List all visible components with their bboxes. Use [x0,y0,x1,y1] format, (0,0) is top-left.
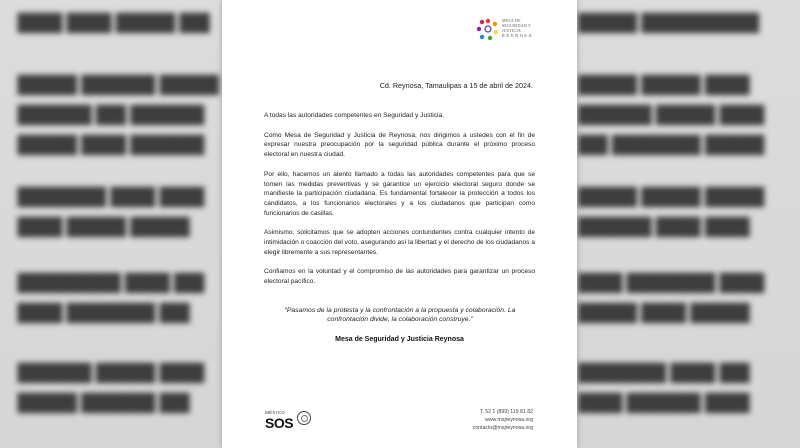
signature: Mesa de Seguridad y Justicia Reynosa [335,336,464,343]
blurred-background-left: ▇▇▇ ▇▇▇ ▇▇▇▇ ▇▇ ▇▇▇▇ ▇▇▇▇▇ ▇▇▇▇ ▇▇▇▇▇ ▇▇ ▇▇▇▇▇ ▇▇▇▇ ▇▇▇ ▇▇▇▇▇ ▇▇▇▇▇▇ ▇▇▇ ▇▇▇ ▇▇▇ ▇▇▇▇ ▇▇▇▇ ▇▇▇▇▇▇▇ ▇▇▇ ▇▇ ▇▇▇ ▇▇▇▇▇▇ ▇▇ ▇▇▇▇▇ ▇▇▇▇ ▇▇▇ ▇▇▇▇ ▇▇▇▇▇ ▇▇ [18,12,219,413]
letter-body [264,111,535,297]
contact-info [473,408,533,433]
paragraph-1: Como Mesa de Seguridad y Justicia de Reynosa, nos dirigimos a ustedes con el fin de expresar nuestra preocupación por la seguridad pública durante el próximo proceso electoral en nuestra ciudad. [264,131,535,159]
letter-page [222,0,577,448]
paragraph-2: Por ello, hacemos un atento llamado a todas las autoridades competentes para que se tomen las medidas preventivas y se garantice un ejercicio electoral seguro donde se manifieste la participación ciudadana. Es fundamental fortalecer la protección a todos los candidatos, a los funcionarios electorales y a los ciudadanos que participan como funcionarios de casillas. [264,170,535,217]
logo-city: REYNOSA [502,33,533,38]
salutation: A todas las autoridades competentes en Seguridad y Justicia, [264,112,444,119]
closing-quote: “Pasamos de la protesta y la confrontación a la propuesta y colaboración. La confrontación divide, la colaboración construye.” [284,307,516,324]
mexico-sos-logo [265,408,315,436]
blurred-background-right: ▇▇▇▇ ▇▇▇▇▇▇▇▇ ▇▇▇▇ ▇▇▇▇ ▇▇▇ ▇▇▇▇▇ ▇▇▇▇ ▇▇▇ ▇▇ ▇▇▇▇▇▇ ▇▇▇▇ ▇▇▇▇ ▇▇▇▇ ▇▇▇▇ ▇▇▇▇▇ ▇▇▇ ▇▇▇ ▇▇▇ ▇▇▇▇▇▇ ▇▇▇ ▇▇▇▇ ▇▇▇ ▇▇▇▇ ▇▇▇▇▇▇ ▇▇▇ ▇▇ ▇▇▇ ▇▇▇▇▇ ▇▇▇ [578,12,764,413]
date-line: Cd. Reynosa, Tamaulipas a 15 de abril de 2024. [379,81,533,90]
seal-icon [297,411,311,425]
contact-email[interactable]: contacto@msjreynosa.org [472,425,533,432]
contact-website[interactable]: www.msjreynosa.org [485,417,533,424]
people-circle-icon [475,17,501,41]
mexico-sos-logo-main: SOS [265,415,294,431]
mexico-sos-logo-top: MÉXICO [265,410,286,415]
paragraph-3: Asimismo, solicitamos que se adopten acciones contundentes contra cualquier intento de intimidación o coacción del voto, asegurando así la libertad y el derecho de los ciudadanos a elegir libremente a sus representantes. [264,229,535,256]
logo-org-label: MESA DE SEGURIDAD Y JUSTICIA [502,18,531,33]
contact-phone: T. 52 1 (899) 119 81 82 [479,409,533,415]
msj-reynosa-logo [475,17,537,41]
paragraph-4: Confiamos en la voluntad y el compromiso de las autoridades para garantizar un proceso electoral pacífico. [264,268,535,286]
